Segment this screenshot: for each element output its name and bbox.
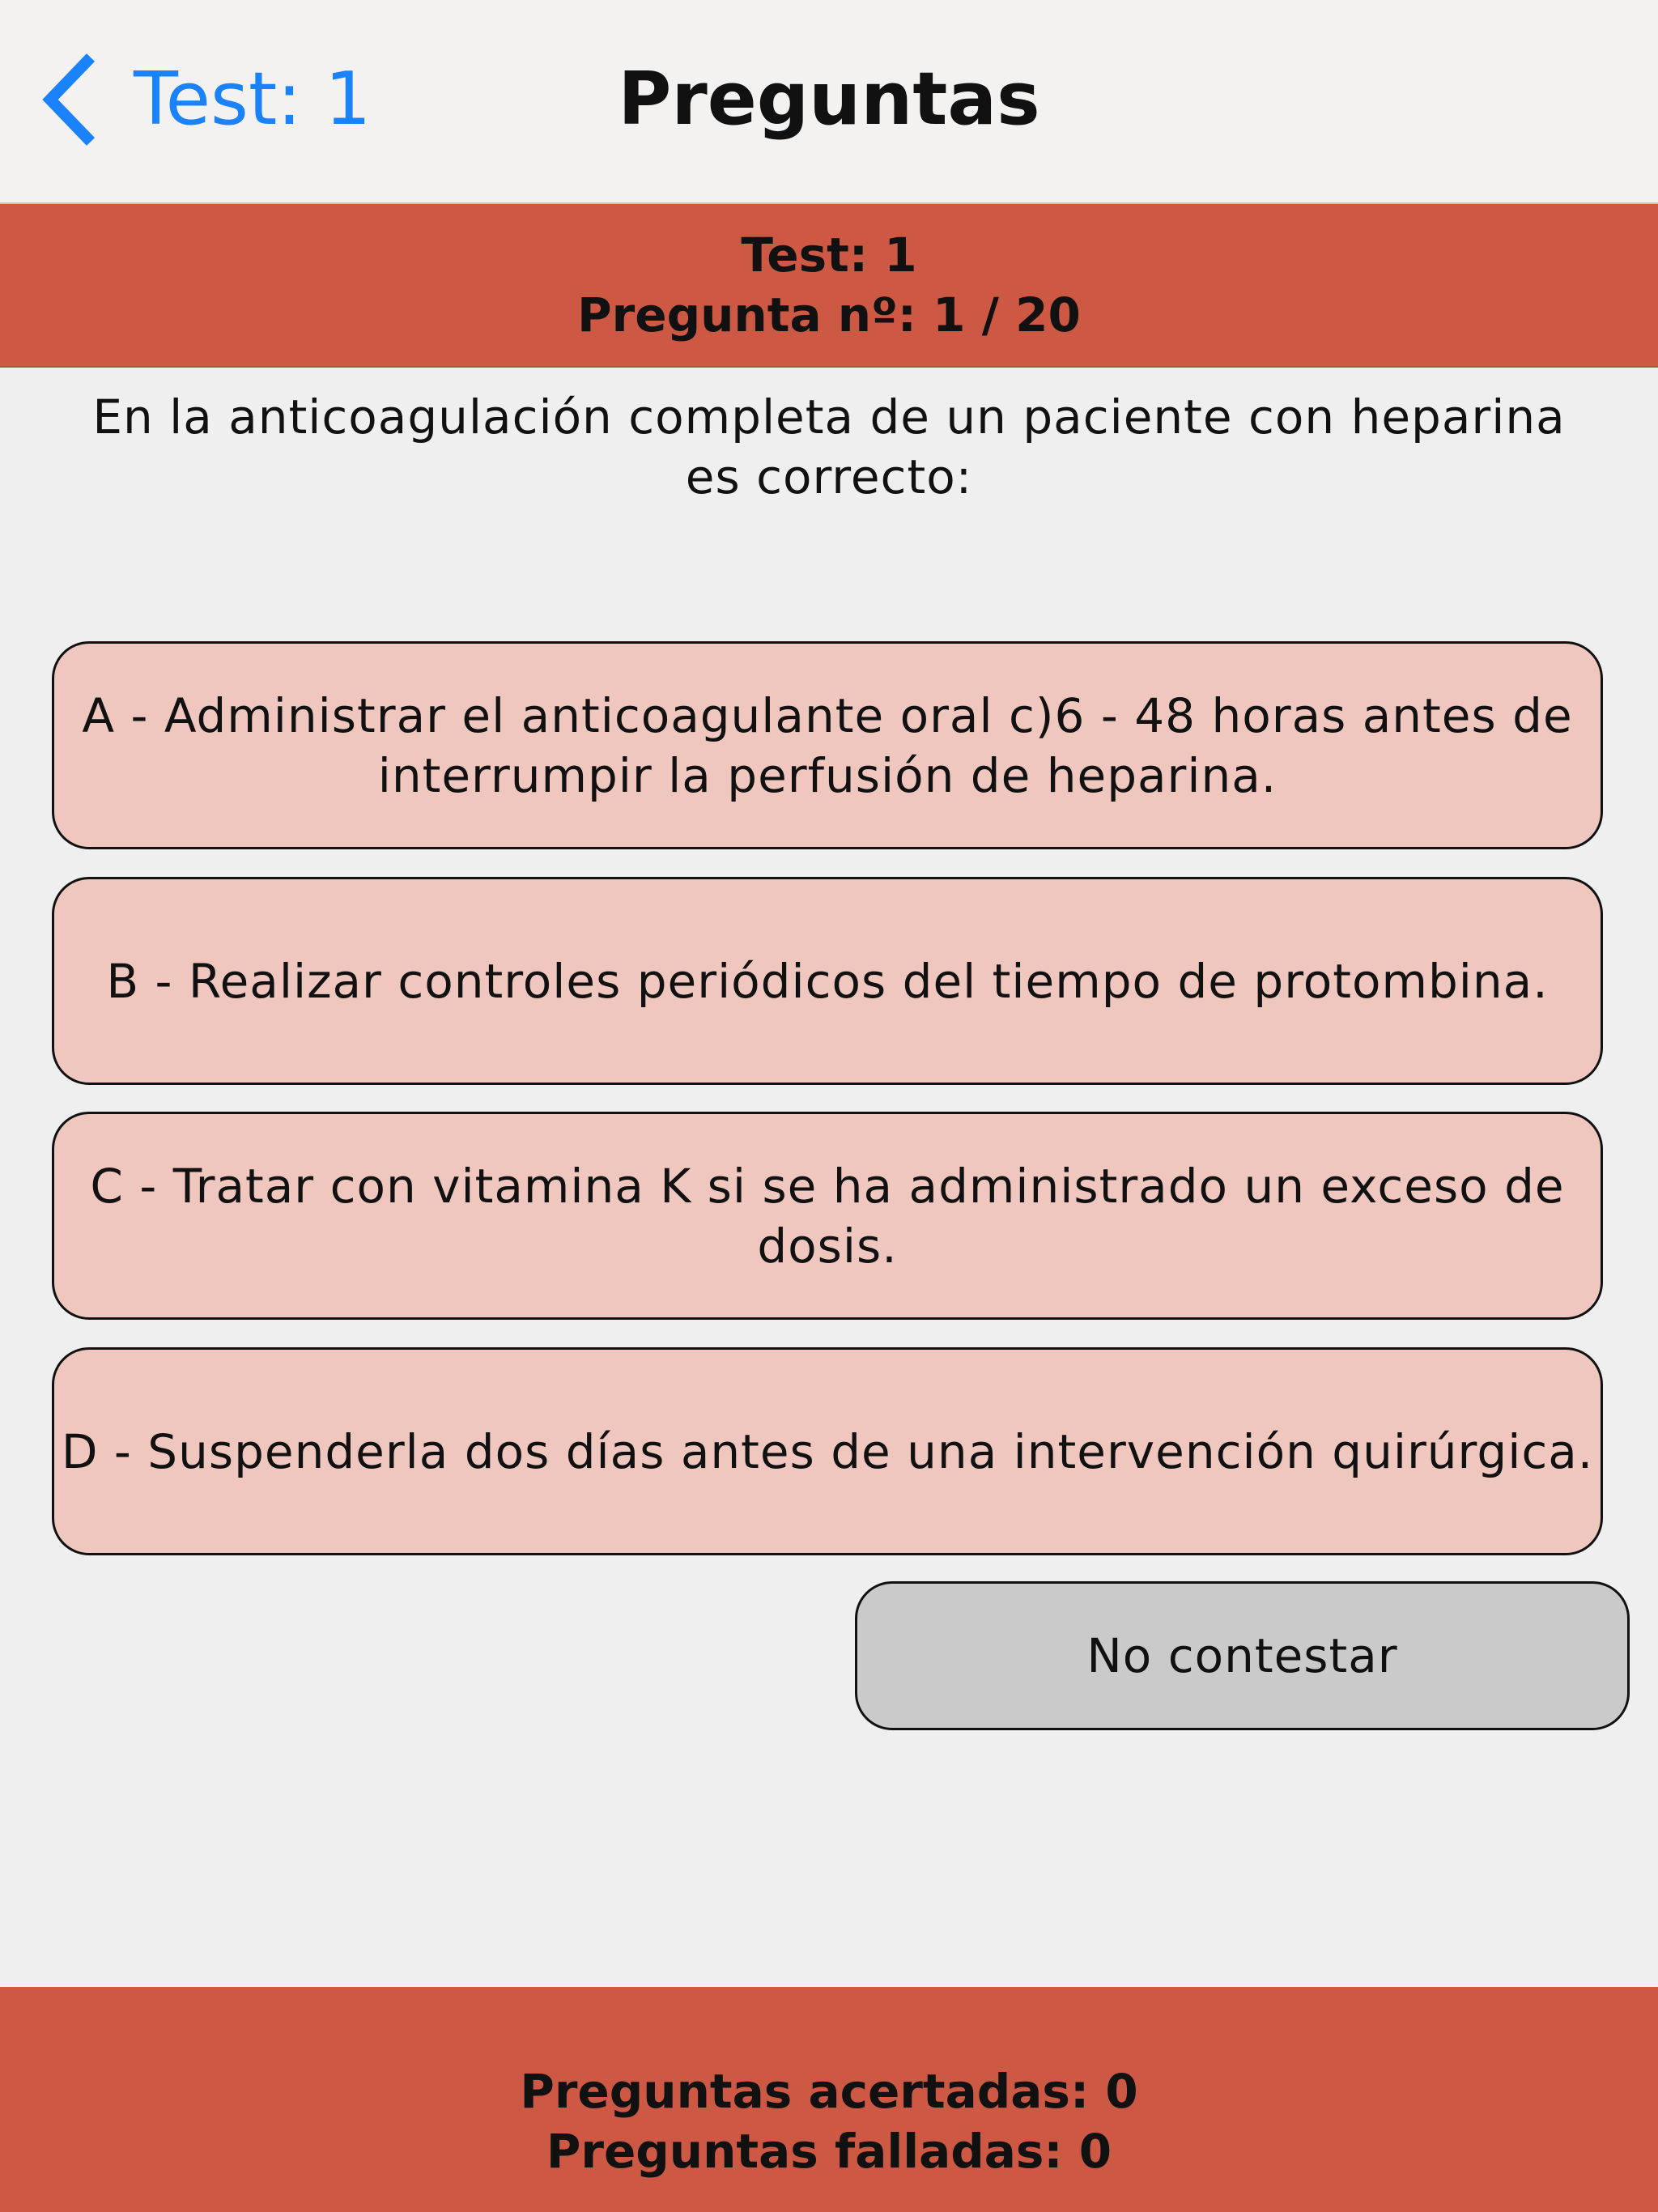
navigation-bar xyxy=(0,0,1658,204)
failed-answers-count: Preguntas falladas: 0 xyxy=(546,2124,1112,2179)
question-text: En la anticoagulación completa de un paciente con heparina es correcto: xyxy=(92,389,1566,504)
answer-option-d[interactable] xyxy=(52,1347,1603,1555)
answer-option-b[interactable] xyxy=(52,877,1603,1085)
answer-option-label: C - Tratar con vitamina K si se ha administrado un exceso de dosis. xyxy=(90,1158,1565,1274)
back-button-label: Test: 1 xyxy=(134,57,372,142)
answer-option-label: A - Administrar el anticoagulante oral c)6 - 48 horas antes de interrumpir la perfusión de heparina. xyxy=(82,687,1573,803)
test-number: Test: 1 xyxy=(741,228,917,283)
answer-option-label: D - Suspenderla dos días antes de una intervención quirúrgica. xyxy=(61,1423,1594,1479)
skip-button-label: No contestar xyxy=(1086,1628,1398,1683)
test-info-header xyxy=(0,204,1658,368)
correct-answers-count: Preguntas acertadas: 0 xyxy=(520,2064,1138,2119)
skip-question-button[interactable] xyxy=(855,1581,1630,1730)
answer-option-label: B - Realizar controles periódicos del tiempo de protombina. xyxy=(106,953,1549,1009)
question-counter: Pregunta nº: 1 / 20 xyxy=(577,287,1081,342)
page-title: Preguntas xyxy=(618,57,1040,142)
score-footer xyxy=(0,1987,1658,2212)
answer-option-a[interactable] xyxy=(52,641,1603,849)
answer-option-c[interactable] xyxy=(52,1112,1603,1320)
